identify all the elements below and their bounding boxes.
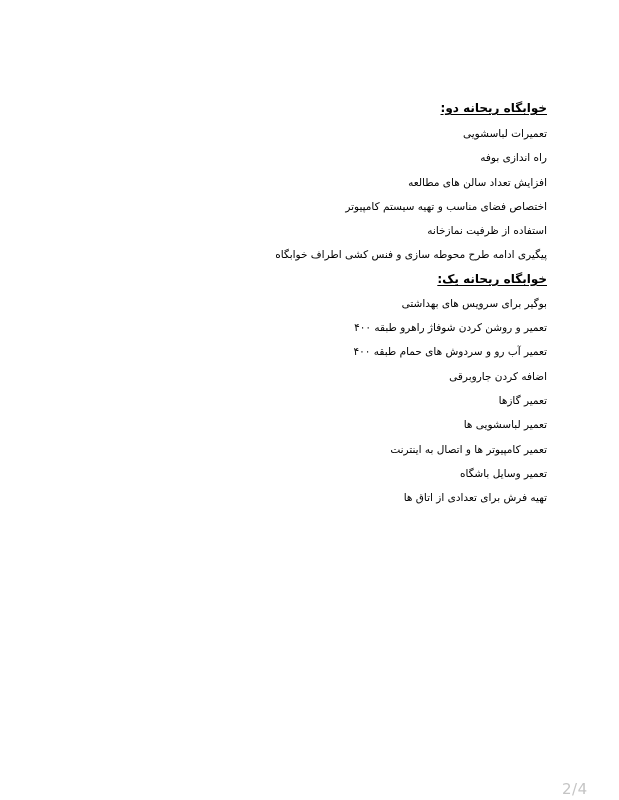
dorm-one-item-list <box>127 292 547 511</box>
list-item: تهیه فرش برای تعدادی از اتاق ها <box>403 492 547 505</box>
list-item: راه اندازی بوفه <box>480 152 547 165</box>
list-item: تعمیر وسایل باشگاه <box>459 467 547 480</box>
page-indicator: 2/4 <box>562 780 588 798</box>
list-item: تعمیر کامپیوتر ها و اتصال به اینترنت <box>390 443 547 456</box>
list-item: تعمیر و روشن کردن شوفاژ راهرو طبقه ۴۰۰ <box>354 322 547 335</box>
list-item: اختصاص فضای مناسب و تهیه سیستم کامپیوتر <box>345 200 547 213</box>
list-item: پیگیری ادامه طرح محوطه سازی و فنس کشی اطراف خوابگاه <box>275 249 547 262</box>
list-item: تعمیر آب رو و سردوش های حمام طبقه ۴۰۰ <box>353 346 547 359</box>
list-item: استفاده از ظرفیت نمازخانه <box>427 225 547 238</box>
list-item: تعمیر لباسشویی ها <box>463 419 547 432</box>
document-content <box>127 97 547 510</box>
section-title-dorm-two: خوابگاه ریحانه دو: <box>440 101 547 115</box>
list-item: بوگیر برای سرویس های بهداشتی <box>401 297 547 310</box>
list-item: تعمیر گازها <box>498 394 547 407</box>
list-item: اضافه کردن جاروبرقی <box>449 370 547 383</box>
dorm-two-item-list <box>127 122 547 268</box>
list-item: افزایش تعداد سالن های مطالعه <box>408 176 547 189</box>
section-title-dorm-one: خوابگاه ریحانه یک: <box>437 271 547 286</box>
list-item: تعمیرات لباسشویی <box>463 128 547 140</box>
